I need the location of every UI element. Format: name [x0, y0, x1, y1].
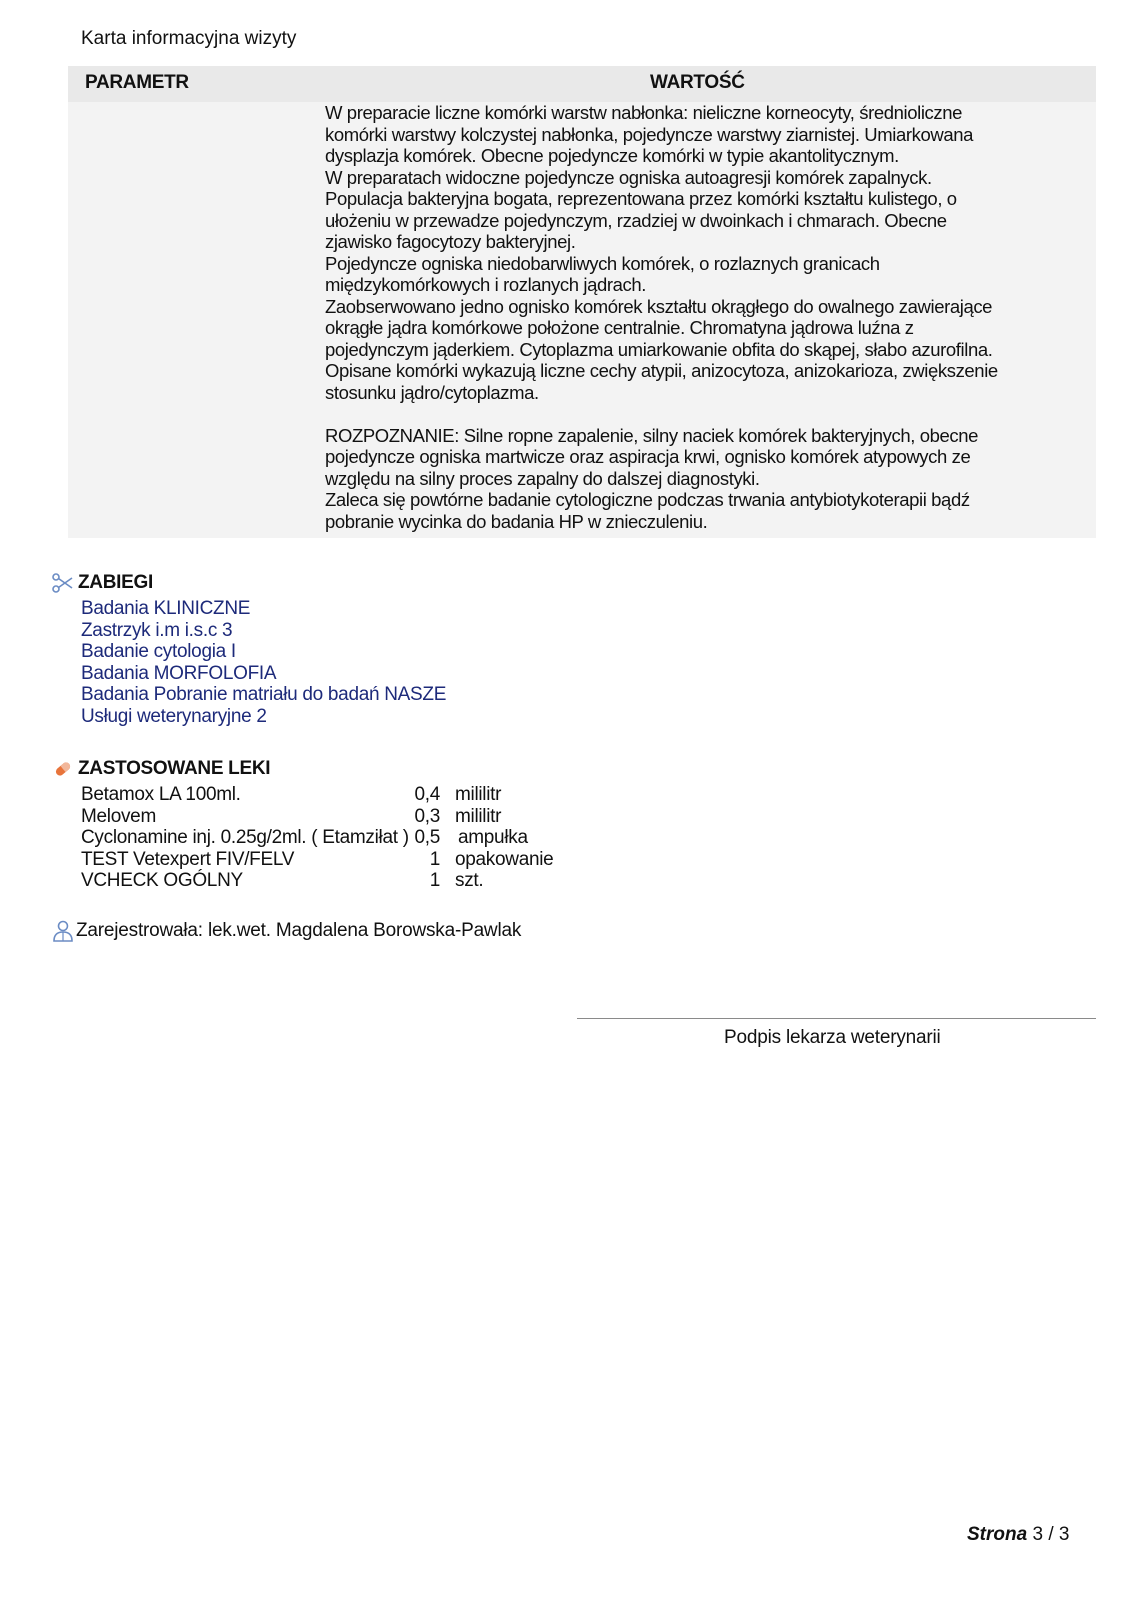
medication-name: VCHECK OGÓLNY — [81, 870, 243, 891]
diagnosis-line: względu na silny proces zapalny do dalszej diagnostyki. — [325, 467, 760, 489]
table-body — [68, 102, 1096, 538]
medication-row — [81, 849, 601, 871]
procedure-item[interactable]: Badania KLINICZNE — [81, 598, 251, 619]
finding-line: dysplazja komórek. Obecne pojedyncze komórki w typie akantolitycznym. — [325, 145, 899, 166]
page-total: 3 — [1058, 1524, 1070, 1545]
parameter-table — [68, 66, 1096, 538]
medications-heading — [52, 758, 270, 780]
registered-by — [52, 920, 521, 942]
medication-unit: opakowanie — [455, 848, 554, 870]
medication-name: Cyclonamine inj. 0.25g/2ml. ( Etamziłat ) — [81, 827, 409, 848]
page-current: 3 — [1032, 1524, 1044, 1545]
registered-by-text: Zarejestrowała: lek.wet. Magdalena Borowska-Pawlak — [76, 920, 522, 941]
doctor-icon — [52, 920, 74, 942]
finding-line: okrągłe jądra komórkowe położone centralnie. Chromatyna jądrowa luźna z — [325, 317, 914, 338]
procedures-heading — [52, 572, 153, 594]
medication-row — [81, 784, 601, 806]
medication-row — [81, 870, 601, 892]
finding-line: ułożeniu w przewadze pojedynczym, rzadziej w dwoinkach i chmarach. Obecne — [325, 209, 947, 231]
medication-quantity: 1 — [429, 870, 440, 891]
medication-name: Melovem — [81, 805, 156, 827]
medication-quantity: 0,3 — [414, 805, 440, 827]
procedure-item[interactable]: Zastrzyk i.m i.s.c 3 — [81, 619, 233, 641]
document-title: Karta informacyjna wizyty — [81, 28, 297, 49]
scissors-icon — [52, 573, 74, 593]
medication-unit: szt. — [455, 870, 484, 891]
finding-line: W preparatach widoczne pojedyncze ogniska autoagresji komórek zapalnyck. — [325, 166, 932, 188]
finding-line: Populacja bakteryjna bogata, reprezentowana przez komórki kształtu kulistego, o — [325, 188, 957, 209]
signature-line — [577, 1018, 1096, 1019]
medications-list — [81, 784, 601, 892]
medication-unit: mililitr — [455, 805, 502, 827]
finding-line: Zaobserwowano jedno ognisko komórek kształtu okrągłego do owalnego zawierające — [325, 295, 993, 317]
finding-line: stosunku jądro/cytoplazma. — [325, 381, 539, 403]
procedure-item[interactable]: Badania Pobranie matriału do badań NASZE — [81, 684, 447, 705]
column-header-parameter: PARAMETR — [85, 72, 189, 93]
medication-quantity: 0,4 — [414, 784, 440, 805]
finding-line: komórki warstwy kolczystej nabłonka, pojedyncze warstwy ziarnistej. Umiarkowana — [325, 123, 974, 145]
diagnosis-line: pojedyncze ogniska martwicze oraz aspiracja krwi, ognisko komórek atypowych ze — [325, 446, 971, 467]
finding-line: W preparacie liczne komórki warstw nabłonka: nieliczne korneocyty, średnioliczne — [325, 102, 963, 123]
medication-quantity: 1 — [429, 848, 440, 870]
finding-line: pojedynczym jąderkiem. Cytoplazma umiarkowanie obfita do skąpej, słabo azurofilna. — [325, 338, 993, 360]
medication-row — [81, 827, 601, 849]
finding-line: Pojedyncze ogniska niedobarwliwych komórek, o rozlaznych granicach — [325, 252, 880, 274]
pill-icon — [52, 759, 74, 779]
medication-row — [81, 806, 601, 828]
value-cell — [325, 102, 1090, 532]
procedures-list — [81, 598, 446, 727]
page-label: Strona — [967, 1524, 1028, 1545]
medication-name: Betamox LA 100ml. — [81, 784, 241, 805]
diagnosis-line: Zaleca się powtórne badanie cytologiczne podczas trwania antybiotykoterapii bądź — [325, 489, 970, 510]
procedure-item[interactable]: Usługi weterynaryjne 2 — [81, 705, 267, 727]
paragraph-gap — [325, 403, 1090, 425]
medication-unit: mililitr — [455, 784, 502, 805]
medications-heading-label: ZASTOSOWANE LEKI — [78, 758, 271, 779]
diagnosis-line: pobranie wycinka do badania HP w znieczuleniu. — [325, 510, 708, 532]
signature-label: Podpis lekarza weterynarii — [724, 1027, 941, 1048]
column-header-value: WARTOŚĆ — [650, 72, 745, 93]
procedures-heading-label: ZABIEGI — [78, 572, 153, 593]
finding-line: międzykomórkowych i rozlanych jądrach. — [325, 274, 647, 295]
page-number — [967, 1524, 1069, 1546]
finding-line: Opisane komórki wykazują liczne cechy atypii, anizocytoza, anizokarioza, zwiększenie — [325, 360, 998, 381]
procedure-item[interactable]: Badania MORFOLOFIA — [81, 662, 277, 684]
procedure-item[interactable]: Badanie cytologia I — [81, 641, 236, 662]
page-separator: / — [1043, 1524, 1059, 1545]
finding-line: zjawisko fagocytozy bakteryjnej. — [325, 231, 576, 252]
medication-name: TEST Vetexpert FIV/FELV — [81, 848, 295, 870]
diagnosis-line: ROZPOZNANIE: Silne ropne zapalenie, silny naciek komórek bakteryjnych, obecne — [325, 424, 978, 446]
medication-quantity: 0,5 — [414, 827, 440, 848]
medication-unit: ampułka — [458, 827, 528, 848]
table-header — [68, 66, 1096, 102]
